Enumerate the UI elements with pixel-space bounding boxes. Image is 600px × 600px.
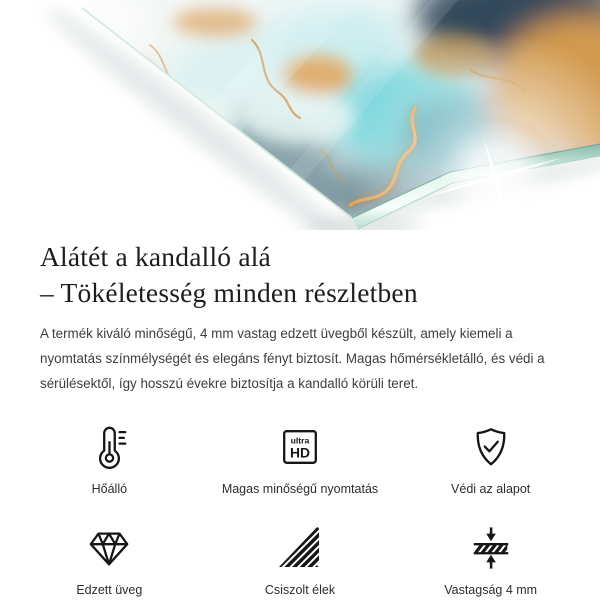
feature-label: Vastagság 4 mm <box>444 583 538 597</box>
ultra-hd-icon-text-bottom: HD <box>289 444 311 461</box>
beveled-edges-icon <box>277 521 323 571</box>
feature-polished-edges <box>205 521 396 598</box>
ultra-hd-icon-text-top: ultra <box>290 435 310 446</box>
product-description-section <box>0 239 600 396</box>
thickness-icon <box>468 521 514 571</box>
shield-check-icon <box>468 420 514 470</box>
glass-panel-illustration <box>0 0 600 230</box>
page-title-line1: Alátét a kandalló alá <box>40 241 271 272</box>
feature-label: Edzett üveg <box>76 583 143 597</box>
feature-thickness <box>395 521 586 598</box>
feature-tempered-glass <box>14 521 205 598</box>
product-photo <box>0 0 600 230</box>
ultra-hd-icon <box>277 420 323 470</box>
feature-label: Magas minőségű nyomtatás <box>221 482 379 496</box>
page-title <box>40 239 560 311</box>
feature-grid <box>14 420 586 598</box>
feature-heat-resistant <box>14 420 205 497</box>
feature-protects-base <box>395 420 586 497</box>
product-description: A termék kiváló minőségű, 4 mm vastag edzett üvegből készült, amely kiemeli a nyomtatás színmélységét és elegáns fényt biztosít. Magas hőmérsékletálló, és védi a sérülésektől, így hosszú évekre biztosítja a kandalló körüli teret. <box>40 326 545 391</box>
feature-label: Hőálló <box>91 482 128 496</box>
diamond-icon <box>86 521 132 571</box>
feature-label: Védi az alapot <box>451 482 531 496</box>
page-title-line2: – Tökéletesség minden részletben <box>40 277 418 308</box>
thermometer-icon <box>86 420 132 470</box>
feature-label: Csiszolt élek <box>264 583 336 597</box>
feature-ultra-hd-print <box>205 420 396 497</box>
